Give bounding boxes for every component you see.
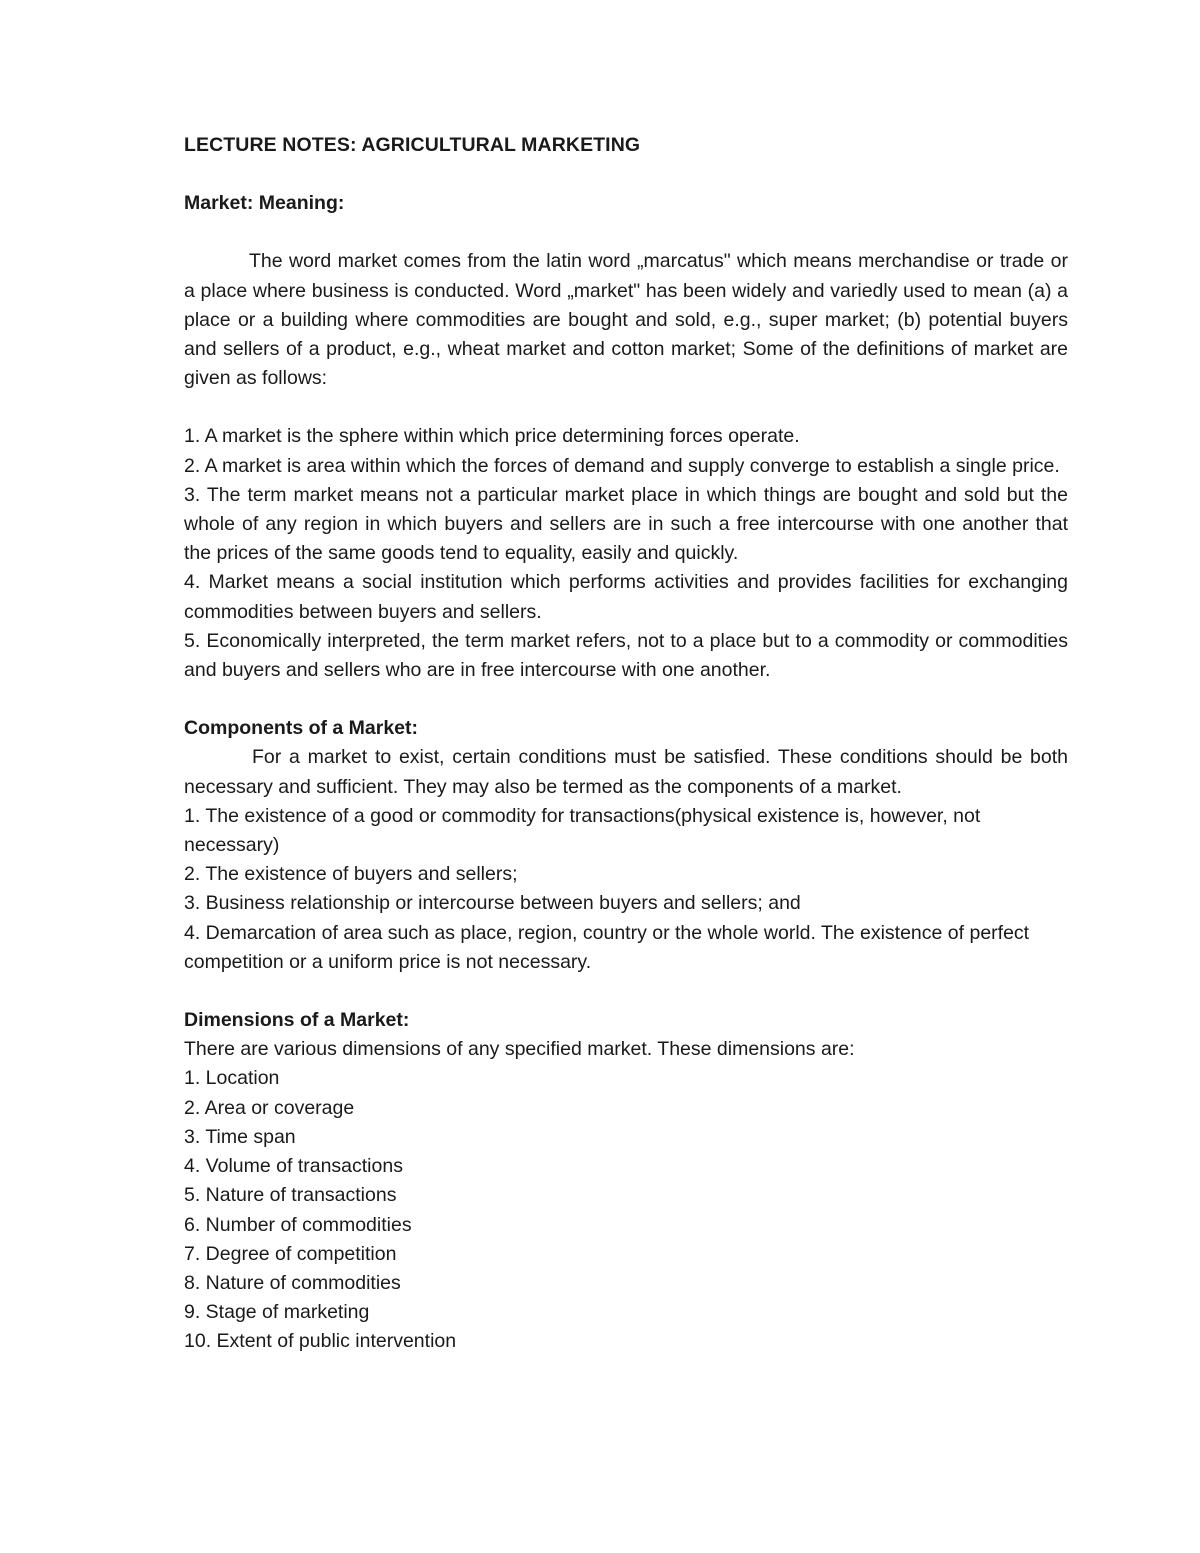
dimensions-list bbox=[184, 1064, 1068, 1356]
list-item: 9. Stage of marketing bbox=[184, 1301, 370, 1324]
section-heading-dimensions: Dimensions of a Market: bbox=[184, 1009, 410, 1032]
list-item: 3. The term market means not a particular market place in which things are bought and sold but the whole of any region in which buyers and sellers are in such a free intercourse with one another that the prices of the same goods tend to equality, easily and quickly. bbox=[184, 483, 1068, 565]
list-item: 4. Volume of transactions bbox=[184, 1155, 403, 1178]
spacer bbox=[184, 685, 1068, 714]
list-item: 2. A market is area within which the forces of demand and supply converge to establish a single price. bbox=[184, 454, 1060, 477]
spacer bbox=[184, 393, 1068, 422]
list-item: 4. Market means a social institution which performs activities and provides facilities for exchanging commodities between buyers and sellers. bbox=[184, 571, 1068, 623]
definitions-list bbox=[184, 422, 1068, 685]
document-title: LECTURE NOTES: AGRICULTURAL MARKETING bbox=[184, 134, 641, 156]
list-item: 5. Nature of transactions bbox=[184, 1184, 397, 1207]
list-item: 3. Business relationship or intercourse between buyers and sellers; and bbox=[184, 892, 801, 915]
meaning-intro-paragraph: The word market comes from the latin word „marcatus" which means merchandise or trade or a place where business is conducted. Word „market" has been widely and variedly used to mean (a) a place or a building where commodities are bought and sold, e.g., super market; (b) potential buyers and sellers of a product, e.g., wheat market and cotton market; Some of the definitions of market are given as follows: bbox=[184, 250, 1068, 390]
list-item: 1. A market is the sphere within which price determining forces operate. bbox=[184, 425, 800, 448]
spacer bbox=[184, 977, 1068, 1006]
list-item: 2. The existence of buyers and sellers; bbox=[184, 863, 518, 886]
section-heading-meaning: Market: Meaning: bbox=[184, 192, 345, 215]
list-item: 1. Location bbox=[184, 1067, 280, 1090]
list-item: 1. The existence of a good or commodity for transactions(physical existence is, however, not necessary) bbox=[184, 804, 981, 857]
list-item: 10. Extent of public intervention bbox=[184, 1330, 457, 1353]
dimensions-intro-paragraph: There are various dimensions of any specified market. These dimensions are: bbox=[184, 1038, 855, 1061]
components-list bbox=[184, 802, 1068, 977]
components-intro-paragraph: For a market to exist, certain conditions must be satisfied. These conditions should be both necessary and sufficient. They may also be termed as the components of a market. bbox=[184, 746, 1068, 798]
list-item: 7. Degree of competition bbox=[184, 1242, 397, 1265]
spacer bbox=[184, 218, 1068, 247]
list-item: 6. Number of commodities bbox=[184, 1213, 412, 1236]
document-page bbox=[184, 131, 1068, 1357]
list-item: 4. Demarcation of area such as place, region, country or the whole world. The existence of perfect competition or a uniform price is not necessary. bbox=[184, 921, 1030, 973]
section-heading-components: Components of a Market: bbox=[184, 717, 419, 740]
list-item: 2. Area or coverage bbox=[184, 1096, 355, 1119]
list-item: 3. Time span bbox=[184, 1125, 296, 1148]
list-item: 5. Economically interpreted, the term market refers, not to a place but to a commodity or commodities and buyers and sellers who are in free intercourse with one another. bbox=[184, 629, 1068, 682]
list-item: 8. Nature of commodities bbox=[184, 1271, 401, 1294]
